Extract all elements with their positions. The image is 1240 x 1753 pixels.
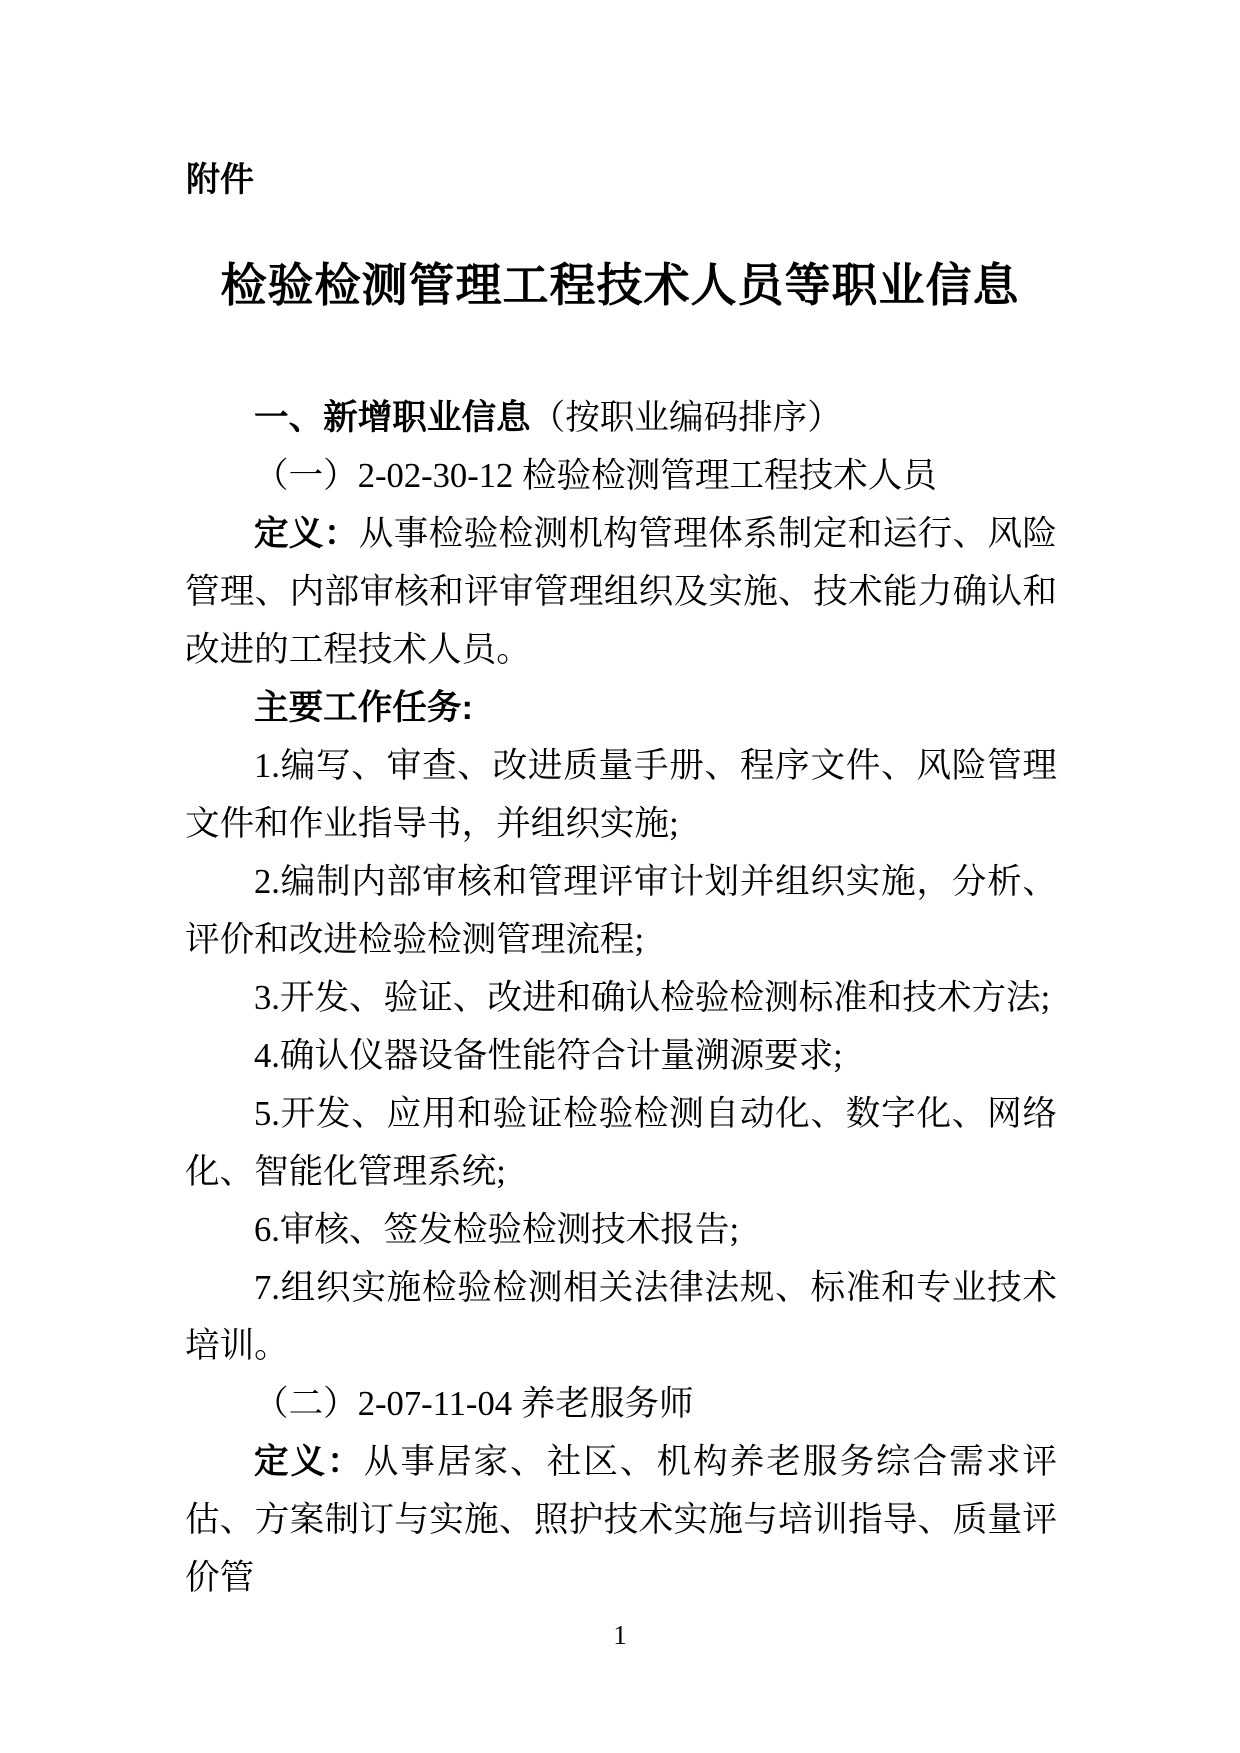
attachment-label: 附件 — [186, 161, 254, 199]
task-item-4: 4.确认仪器设备性能符合计量溯源要求; — [254, 1037, 843, 1075]
task-item-3: 3.开发、验证、改进和确认检验检测标准和技术方法; — [254, 979, 1051, 1017]
task-item-1: 1.编写、审查、改进质量手册、程序文件、风险管理文件和作业指导书，并组织实施; — [185, 747, 1057, 843]
section-heading-note: （按职业编码排序） — [530, 399, 842, 437]
section-heading — [185, 389, 1057, 447]
occupation-2-definition-label: 定义： — [254, 1443, 364, 1481]
task-item-5: 5.开发、应用和验证检验检测自动化、数字化、网络化、智能化管理系统; — [185, 1095, 1057, 1191]
task-item-2: 2.编制内部审核和管理评审计划并组织实施，分析、评价和改进检验检测管理流程; — [185, 863, 1057, 959]
occupation-1-tasks-label: 主要工作任务: — [254, 689, 473, 727]
task-item-6: 6.审核、签发检验检测技术报告; — [254, 1211, 740, 1249]
occupation-1-definition-text: 从事检验检测机构管理体系制定和运行、风险管理、内部审核和评审管理组织及实施、技术能力确认和改进的工程技术人员。 — [185, 515, 1058, 669]
document-body — [185, 389, 1057, 1607]
section-heading-main: 一、新增职业信息 — [254, 399, 531, 437]
task-item-7: 7.组织实施检验检测相关法律法规、标准和专业技术培训。 — [185, 1269, 1057, 1365]
occupation-2-definition — [185, 1433, 1057, 1607]
document-title: 检验检测管理工程技术人员等职业信息 — [220, 260, 1020, 311]
occupation-2-definition-text: 从事居家、社区、机构养老服务综合需求评估、方案制订与实施、照护技术实施与培训指导、质量评价管 — [185, 1443, 1058, 1597]
occupation-1-definition-label: 定义： — [254, 515, 359, 553]
page-number: 1 — [613, 1620, 627, 1650]
occupation-1-heading: （一）2-02-30-12 检验检测管理工程技术人员 — [254, 457, 937, 495]
occupation-1-definition — [185, 505, 1057, 679]
occupation-2-heading: （二）2-07-11-04 养老服务师 — [254, 1385, 694, 1423]
